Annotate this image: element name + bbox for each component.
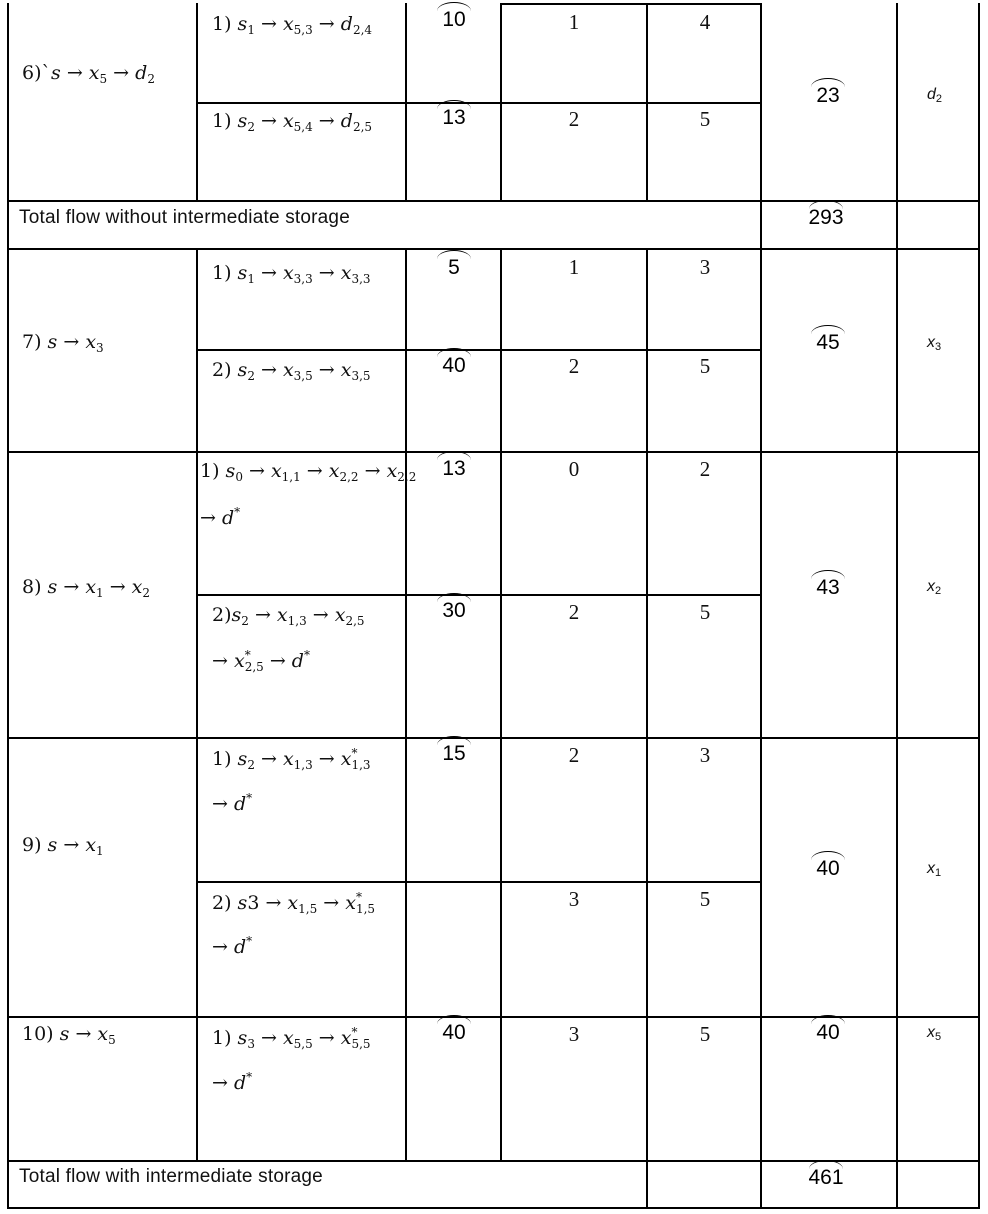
flow-value: 5	[424, 256, 484, 280]
rule	[896, 3, 898, 1209]
index-a: 1	[568, 255, 580, 279]
total-flow: 23	[798, 84, 858, 108]
flow-value: 40	[424, 1021, 484, 1045]
summary-label: Total flow with intermediate storage	[19, 1166, 323, 1187]
index-a: 2	[568, 107, 580, 131]
path-label-cont: → d*	[212, 1070, 253, 1094]
rule	[646, 3, 648, 201]
index-b: 3	[699, 255, 711, 279]
flow-value: 15	[424, 742, 484, 766]
node-label: $x_5$	[927, 1024, 942, 1043]
rule	[197, 102, 761, 104]
route-label: 8) $s \to x_1 \to x_2$	[22, 576, 151, 600]
index-b: 3	[699, 743, 711, 767]
index-a: 0	[568, 457, 580, 481]
rule	[501, 3, 760, 5]
flow-value: 10	[424, 8, 484, 32]
rule	[197, 594, 761, 596]
node-label: $x_1$	[927, 860, 942, 879]
index-b: 5	[699, 600, 711, 624]
total-flow: 293	[796, 206, 856, 230]
index-a: 3	[568, 1022, 580, 1046]
index-a: 2	[568, 354, 580, 378]
path-label-cont: → d*	[200, 505, 241, 529]
rule	[197, 881, 761, 883]
route-label: 6)`s → $x_5 \to d_2$	[22, 62, 155, 86]
flow-value: 13	[424, 457, 484, 481]
path-label: 1) $s_0 \to x_{1,1} \to x_{2,2} \to x_{2,2}$	[200, 460, 417, 484]
summary-label: Total flow without intermediate storage	[19, 207, 350, 228]
path-label-cont: → d*	[212, 791, 253, 815]
flow-value: 13	[424, 106, 484, 130]
index-b: 5	[699, 354, 711, 378]
index-b: 4	[699, 10, 711, 34]
route-label: 7) $s \to x_3$	[22, 331, 104, 355]
index-a: 2	[568, 600, 580, 624]
node-label: $d_2$	[927, 86, 943, 105]
rule	[646, 248, 648, 1208]
index-b: 2	[699, 457, 711, 481]
total-flow: 40	[798, 857, 858, 881]
path-label: 1) $s_2 \to x_{1,3} \to x^*_{1,3}$	[212, 746, 371, 772]
path-label: 2) $s_2 \to x_{3,5} \to x_{3,5}$	[212, 359, 371, 383]
path-label: 1) $s_3 \to x_{5,5} \to x^*_{5,5}$	[212, 1025, 371, 1051]
flow-value: 40	[424, 354, 484, 378]
rule	[196, 248, 198, 1161]
route-label: 10) $s \to x_5$	[22, 1023, 116, 1047]
path-label: 1) $s_1 \to x_{5,3} \to d_{2,4}$	[212, 13, 373, 37]
flow-value: 30	[424, 599, 484, 623]
total-flow: 461	[796, 1166, 856, 1190]
rule	[196, 3, 198, 201]
route-label: 9) $s \to x_1$	[22, 834, 104, 858]
path-label: 2) $s3 \to x_{1,5} \to x^*_{1,5}$	[212, 890, 376, 916]
rule	[197, 349, 761, 351]
rule	[7, 451, 980, 453]
index-a: 1	[568, 10, 580, 34]
node-label: $x_3$	[927, 334, 942, 353]
total-flow: 43	[798, 576, 858, 600]
path-label-cont: → $x^*_{2,5} \to d^*$	[212, 648, 310, 674]
path-label: 1) $s_1 \to x_{3,3} \to x_{3,3}$	[212, 262, 371, 286]
total-flow: 45	[798, 331, 858, 355]
path-label: 1) $s_2 \to x_{5,4} \to d_{2,5}$	[212, 110, 373, 134]
index-a: 3	[568, 887, 580, 911]
index-b: 5	[699, 107, 711, 131]
rule	[7, 737, 980, 739]
path-label: $2)s_2 \to x_{1,3} \to x_{2,5}$	[212, 604, 365, 628]
rule	[978, 3, 980, 1209]
rule	[7, 3, 9, 1209]
rule	[500, 248, 502, 1161]
index-a: 2	[568, 743, 580, 767]
node-label: $x_2$	[927, 578, 942, 597]
index-b: 5	[699, 887, 711, 911]
rule	[7, 1207, 980, 1209]
rule	[405, 3, 407, 201]
rule	[500, 3, 502, 201]
rule	[7, 248, 980, 250]
path-label-cont: → d*	[212, 934, 253, 958]
rule	[405, 248, 407, 1161]
index-b: 5	[699, 1022, 711, 1046]
rule	[760, 3, 762, 1209]
total-flow: 40	[798, 1021, 858, 1045]
